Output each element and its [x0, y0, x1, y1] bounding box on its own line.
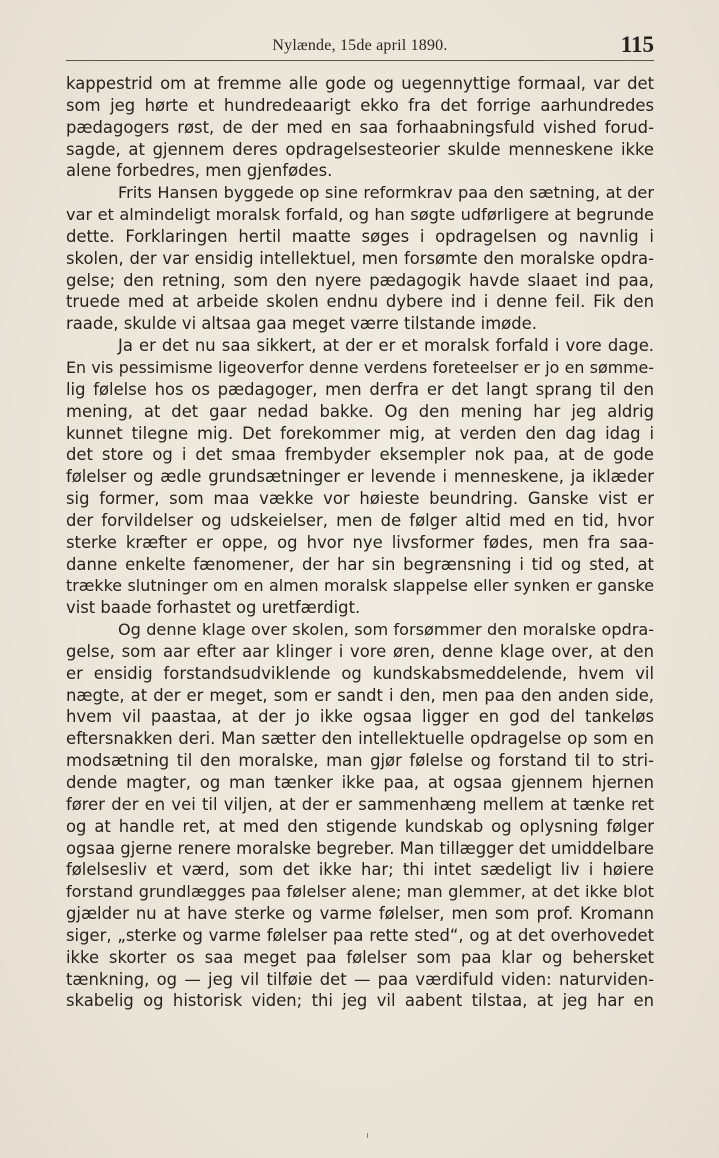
paragraph [66, 619, 654, 1012]
paragraph [66, 182, 654, 335]
running-head [66, 32, 654, 64]
text-line: der forvildelser og udskeielser, men de følger altid med en tid, hvor [66, 510, 654, 530]
text-line: følelsesliv et værd, som det ikke har; thi intet sædeligt liv i høiere [66, 860, 654, 880]
text-line: dette. Forklaringen hertil maatte søges i opdragelsen og navnlig i [66, 226, 654, 246]
paragraph [66, 335, 654, 619]
text-line: trække slutninger om en almen moralsk slappelse eller synken er ganske [66, 576, 654, 596]
text-line: var et almindeligt moralsk forfald, og han søgte udførligere at begrunde [66, 205, 654, 225]
text-line: og at handle ret, at med den stigende kundskab og oplysning følger [66, 816, 654, 836]
text-line: Og denne klage over skolen, som forsømmer den moralske opdra- [118, 620, 654, 640]
text-line: raade, skulde vi altsaa gaa meget værre tilstande imøde. [66, 314, 537, 334]
text-line: Frits Hansen byggede op sine reformkrav paa den sætning, at der [118, 183, 654, 203]
text-line: følelser og ædle grundsætninger er levende i menneskene, ja iklæder [66, 467, 654, 487]
text-line: eftersnakken deri. Man sætter den intellektuelle opdragelse op som en [66, 729, 654, 749]
text-line: kappestrid om at fremme alle gode og uegennyttige formaal, var det [66, 74, 654, 93]
text-line: er ensidig forstandsudviklende og kundskabsmeddelende, hvem vil [66, 663, 654, 683]
text-line: skolen, der var ensidig intellektuel, men forsømte den moralske opdra- [66, 248, 654, 268]
text-line: En vis pessimisme ligeoverfor denne verdens foreteelser er jo en sømme- [66, 357, 654, 377]
text-line: mening, at det gaar nedad bakke. Og den mening har jeg aldrig [66, 401, 654, 421]
text-line: Ja er det nu saa sikkert, at der er et moralsk forfald i vore dage. [118, 336, 654, 356]
body-text [66, 73, 654, 1012]
text-line: det store og i det smaa frembyder eksempler nok paa, at de gode [66, 445, 654, 465]
text-line: gjælder nu at have sterke og varme følelser, men som prof. Kromann [66, 904, 654, 924]
text-line: forstand grundlægges paa følelser alene; man glemmer, at det ikke blot [66, 882, 654, 902]
text-line: sterke kræfter er oppe, og hvor nye livsformer fødes, men fra saa- [66, 532, 654, 552]
text-line: sig former, som maa vække vor høieste beundring. Ganske vist er [66, 489, 654, 509]
text-line: dende magter, og man tænker ikke paa, at ogsaa gjennem hjernen [66, 773, 654, 792]
paper-speck [367, 1133, 368, 1138]
text-line: gelse; den retning, som den nyere pædagogik havde slaaet ind paa, [66, 270, 654, 290]
text-line: pædagogers røst, de der med en saa forhaabningsfuld vished forud- [66, 117, 654, 137]
page-number: 115 [620, 32, 654, 57]
text-line: vist baade forhastet og uretfærdigt. [66, 598, 361, 618]
paragraph [66, 73, 654, 182]
text-line: lig følelse hos os pædagoger, men derfra er det langt sprang til den [66, 379, 654, 399]
journal-title: Nylænde, 15de april 1890. [272, 37, 448, 54]
text-line: siger, „sterke og varme følelser paa rette sted“, og at det overhovedet [66, 925, 654, 945]
text-line: skabelig og historisk viden; thi jeg vil aabent tilstaa, at jeg har en [66, 991, 654, 1011]
text-line: truede med at arbeide skolen endnu dybere ind i denne feil. Fik den [66, 292, 654, 312]
text-line: fører der en vei til viljen, at der er sammenhæng mellem at tænke ret [66, 794, 654, 814]
text-line: danne enkelte fænomener, der har sin begrænsning i tid og sted, at [66, 554, 654, 574]
text-line: gelse, som aar efter aar klinger i vore øren, denne klage over, at den [66, 641, 654, 661]
header-rule [66, 60, 654, 61]
text-line: nægte, at der er meget, som er sandt i den, men paa den anden side, [66, 685, 654, 705]
text-line: modsætning til den moralske, man gjør følelse og forstand til to stri- [66, 751, 654, 771]
text-line: hvem vil paastaa, at der jo ikke ogsaa ligger en god del tankeløs [66, 707, 654, 727]
text-line: ogsaa gjerne renere moralske begreber. Man tillægger det umiddelbare [66, 838, 654, 858]
text-line: tænkning, og — jeg vil tilføie det — paa værdifuld viden: naturviden- [66, 969, 654, 989]
text-line: som jeg hørte et hundredeaarigt ekko fra det forrige aarhundredes [66, 95, 654, 115]
text-line: kunnet tilegne mig. Det forekommer mig, at verden den dag idag i [66, 423, 654, 443]
text-line: alene forbedres, men gjenfødes. [66, 161, 333, 181]
text-line: ikke skorter os saa meget paa følelser som paa klar og behersket [66, 947, 654, 967]
text-line: sagde, at gjennem deres opdragelsesteorier skulde menneskene ikke [66, 139, 654, 159]
